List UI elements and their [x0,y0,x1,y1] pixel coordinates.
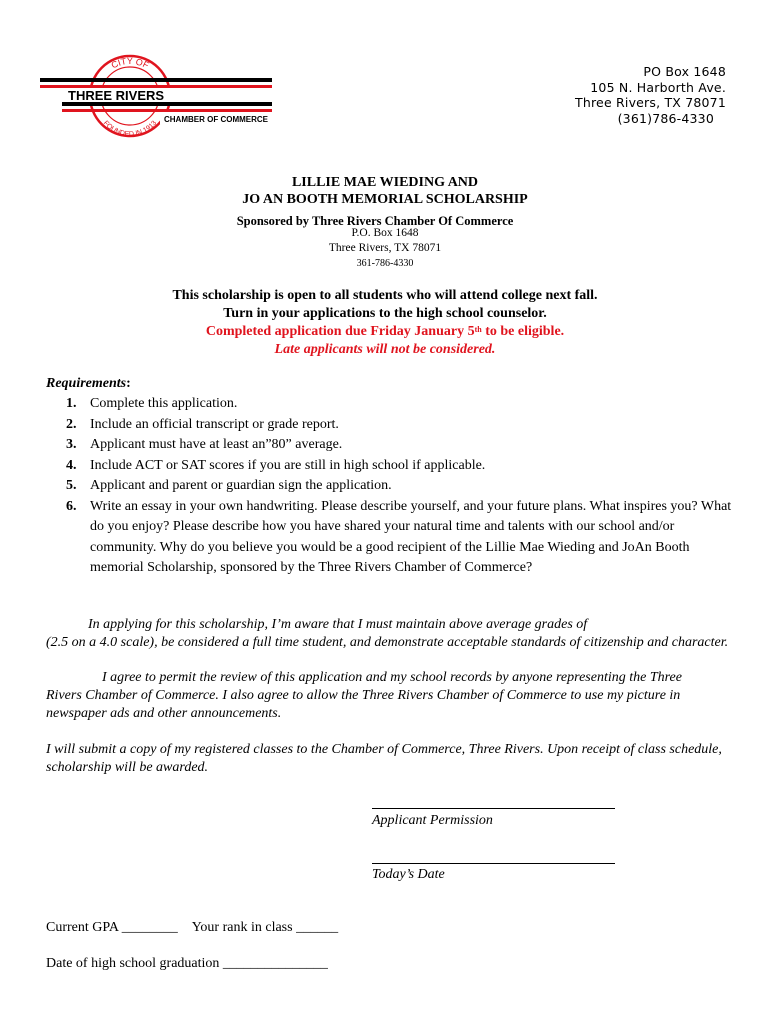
document-title [0,174,770,208]
statement-text: In applying for this scholarship, I’m aware that I must maintain above average grades of [88,617,588,632]
item-number: 3. [66,437,77,452]
due-text-end: to be eligible. [481,324,565,339]
late-notice: Late applicants will not be considered. [274,342,496,357]
logo-tagline: CHAMBER OF COMMERCE [164,115,268,124]
sponsor-phone: 361-786-4330 [356,258,414,269]
graduation-date-field[interactable]: Date of high school graduation _______________ [46,956,328,971]
list-item [46,435,736,456]
rank-field[interactable]: Your rank in class ______ [191,920,339,935]
address-block [506,64,726,126]
item-number: 6. [66,498,77,514]
list-item [46,456,736,477]
item-number: 2. [66,416,77,432]
list-item [46,415,736,436]
list-item [46,394,736,415]
requirements-colon: : [126,376,131,391]
due-sup: th [474,325,482,334]
item-text: Include an official transcript or grade report. [90,416,339,432]
list-item [46,476,736,497]
statement-schedule: I will submit a copy of my registered classes to the Chamber of Commerce, Three Rivers. Upon receipt of class schedule, scholarship will be awarded. [46,742,722,775]
item-text: Write an essay in your own handwriting. Please describe yourself, and your future plans. What inspires you? What do you enjoy? Please describe how you have shared your natural time and talents with our school and/or community. Why do you believe you would be a good recipient of the Lillie Mae Wieding and JoAn Booth memorial Scholarship, sponsored by the Three Rivers Chamber of Commerce? [90,498,732,575]
title-line2: JO AN BOOTH MEMORIAL SCHOLARSHIP [242,192,528,207]
gpa-rank-row [46,920,338,936]
intro-line1: This scholarship is open to all students who will attend college next fall. [172,288,598,303]
statement-text: Rivers Chamber of Commerce. I also agree to allow the Three Rivers Chamber of Commerce to use my picture in newspaper ads and other announcements. [46,688,681,721]
list-item [46,497,736,579]
date-signature-line[interactable] [372,863,615,864]
logo-top-arc: CITY OF [109,55,151,71]
due-text: Completed application due Friday January 5 [205,324,475,339]
statement-text: I agree to permit the review of this application and my school records by anyone representing the Three [102,670,682,685]
item-text: Applicant must have at least an”80” average. [90,437,343,452]
due-date-notice [0,323,770,341]
sponsor-line: Sponsored by Three Rivers Chamber Of Commerce [236,214,514,228]
intro-line2: Turn in your applications to the high school counselor. [223,306,547,321]
chamber-logo [40,52,280,142]
requirements-title: Requirements [46,376,127,391]
address-phone: (361)786-4330 [617,110,714,126]
requirements-list [46,394,736,579]
item-text: Complete this application. [90,396,238,411]
svg-text:FOUNDED IN 1913 [102,120,158,138]
permission-label: Applicant Permission [372,813,493,828]
sponsor-address [0,226,770,271]
title-line1: LILLIE MAE WIEDING AND [291,175,479,190]
statement-text: (2.5 on a 4.0 scale), be considered a full time student, and demonstrate acceptable standards of citizenship and character. [46,635,729,650]
item-number: 5. [66,478,77,493]
address-line: Three Rivers, TX 78071 [575,95,726,110]
item-number: 1. [66,396,77,411]
statement-consent [46,669,736,723]
statement-grades [46,616,736,652]
intro-block [0,287,770,359]
sponsor-city: Three Rivers, TX 78071 [328,242,442,254]
sponsor-pobox: P.O. Box 1648 [351,227,419,239]
gpa-field[interactable]: Current GPA ________ [46,920,178,935]
item-text: Include ACT or SAT scores if you are still in high school if applicable. [90,457,486,473]
date-label: Today’s Date [372,867,445,882]
logo-bottom-arc: FOUNDED IN 1913 [101,119,159,139]
address-line: 105 N. Harborth Ave. [590,79,726,95]
item-number: 4. [66,457,77,473]
requirements-heading [46,376,131,392]
logo-name: THREE RIVERS [68,88,165,103]
address-line: PO Box 1648 [643,64,726,79]
item-text: Applicant and parent or guardian sign the application. [90,478,392,493]
permission-signature-line[interactable] [372,808,615,809]
